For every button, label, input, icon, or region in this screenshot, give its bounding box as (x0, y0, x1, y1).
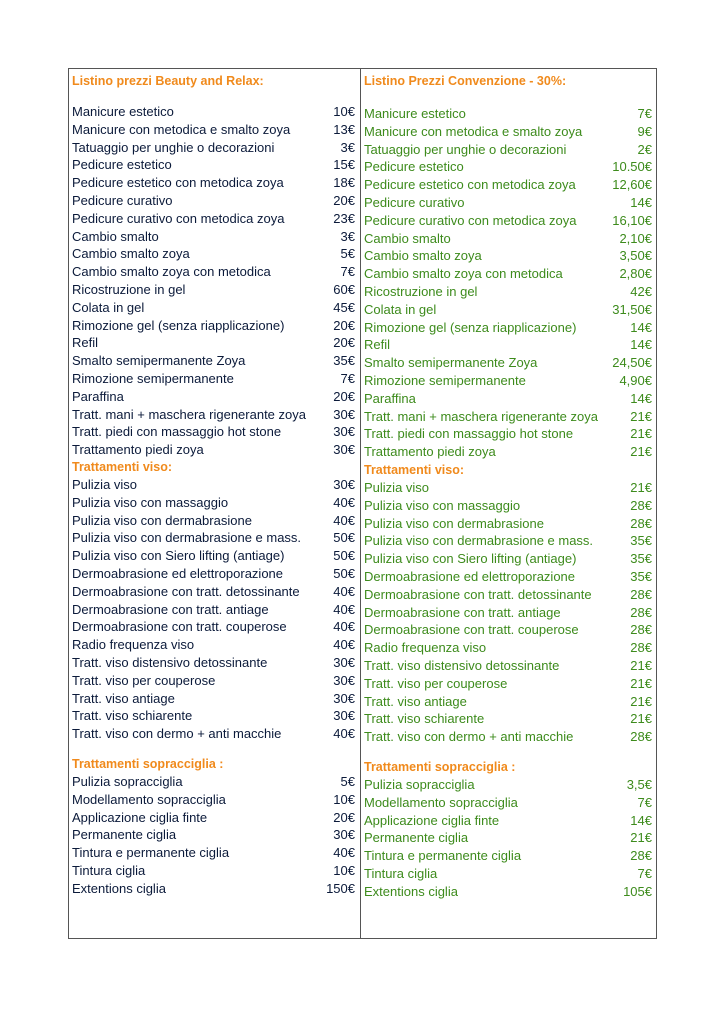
nail-service-row (72, 442, 355, 460)
service-name: Tintura ciglia (364, 866, 438, 881)
service-name: Tratt. viso con dermo + anti macchie (364, 729, 574, 745)
service-name: Ricostruzione in gel (364, 284, 478, 299)
service-name: Pedicure estetico con metodica zoya (72, 175, 284, 191)
service-price: 14€ (630, 337, 652, 353)
service-price: 30€ (333, 406, 355, 422)
service-name: Tratt. viso schiarente (72, 708, 193, 724)
nail-service-row (72, 122, 355, 140)
service-name: Tratt. viso per couperose (72, 672, 216, 688)
service-name: Dermoabrasione ed elettroporazione (72, 566, 284, 581)
service-price: 21€ (630, 675, 652, 691)
service-name: Tratt. viso per couperose (364, 675, 508, 691)
face-service-row (72, 637, 355, 655)
service-price: 150€ (326, 880, 355, 896)
service-price: 14€ (630, 319, 652, 335)
nail-service-row (72, 389, 355, 407)
price-list-table (68, 68, 657, 939)
brow-service-row (364, 848, 652, 866)
column-title: Listino Prezzi Convenzione - 30%: (364, 74, 567, 88)
brow-service-row (72, 827, 355, 845)
service-name: Trattamento piedi zoya (364, 444, 496, 460)
nail-service-row (364, 159, 652, 177)
nail-service-row (72, 175, 355, 193)
service-price: 3,50€ (619, 248, 652, 264)
nail-service-row (72, 229, 355, 247)
face-service-row (364, 516, 652, 534)
service-price: 28€ (630, 622, 652, 638)
service-price: 30€ (333, 672, 355, 688)
brow-service-row (364, 830, 652, 848)
service-name: Manicure estetico (364, 106, 466, 121)
service-name: Pedicure estetico con metodica zoya (364, 177, 576, 193)
service-name: Smalto semipermanente Zoya (72, 353, 246, 369)
service-name: Cambio smalto zoya (72, 246, 190, 262)
service-name: Manicure con metodica e smalto zoya (364, 123, 583, 139)
service-name: Tintura e permanente ciglia (72, 845, 230, 861)
nail-service-row (72, 424, 355, 442)
face-service-row (72, 530, 355, 548)
brow-service-row (364, 777, 652, 795)
nail-service-row (364, 177, 652, 195)
service-name: Pulizia viso con massaggio (364, 497, 521, 513)
service-name: Pulizia viso (72, 477, 138, 492)
service-name: Tatuaggio per unghie o decorazioni (364, 141, 567, 157)
service-price: 28€ (630, 729, 652, 745)
service-name: Pulizia viso con Siero lifting (antiage) (72, 548, 285, 564)
service-name: Extentions ciglia (364, 883, 458, 899)
service-price: 3€ (340, 139, 355, 155)
nail-service-row (72, 353, 355, 371)
service-price: 7€ (340, 264, 355, 280)
service-price: 31,50€ (612, 301, 652, 317)
service-name: Manicure con metodica e smalto zoya (72, 121, 291, 137)
service-name: Cambio smalto (72, 228, 159, 244)
nail-service-row (364, 391, 652, 409)
face-service-row (72, 513, 355, 531)
service-price: 7€ (340, 371, 355, 386)
service-name: Refil (72, 335, 99, 351)
service-price: 23€ (333, 210, 355, 226)
service-name: Dermoabrasione con tratt. detossinante (72, 583, 300, 599)
brow-service-row (72, 810, 355, 828)
service-name: Refil (364, 337, 391, 353)
service-name: Tratt. viso con dermo + anti macchie (72, 726, 282, 742)
nail-service-row (72, 140, 355, 158)
face-service-row (72, 477, 355, 495)
face-service-row (72, 673, 355, 691)
brow-service-row (364, 866, 652, 884)
face-service-row (364, 551, 652, 569)
service-price: 35€ (630, 551, 652, 567)
nail-service-row (364, 142, 652, 160)
service-price: 50€ (333, 548, 355, 564)
section-title-viso: Trattamenti viso: (72, 460, 173, 474)
service-name: Tratt. piedi con massaggio hot stone (72, 424, 282, 440)
service-price: 30€ (333, 827, 355, 843)
nail-service-row (72, 246, 355, 264)
service-price: 21€ (630, 444, 652, 460)
service-name: Permanente ciglia (364, 830, 469, 846)
nail-service-row (72, 407, 355, 425)
service-price: 21€ (630, 830, 652, 846)
service-price: 42€ (630, 284, 652, 299)
service-name: Rimozione semipermanente (72, 371, 234, 386)
face-service-row (72, 495, 355, 513)
service-name: Applicazione ciglia finte (72, 809, 208, 825)
service-name: Trattamento piedi zoya (72, 442, 204, 458)
service-name: Pedicure curativo (72, 193, 173, 208)
service-name: Pulizia viso con dermabrasione (72, 512, 252, 528)
service-name: Rimozione gel (senza riapplicazione) (364, 319, 577, 335)
service-name: Permanente ciglia (72, 827, 177, 843)
service-name: Modellamento sopracciglia (72, 791, 226, 807)
service-price: 20€ (333, 317, 355, 333)
service-price: 16,10€ (612, 212, 652, 228)
face-service-row (364, 711, 652, 729)
face-service-row (364, 622, 652, 640)
brow-service-row (364, 884, 652, 902)
section-title-sopracciglia: Trattamenti sopracciglia : (364, 760, 516, 774)
nail-service-row (364, 106, 652, 124)
service-name: Applicazione ciglia finte (364, 812, 500, 828)
face-service-row (72, 566, 355, 584)
service-name: Pulizia viso con Siero lifting (antiage) (364, 551, 577, 567)
service-name: Pedicure curativo con metodica zoya (72, 210, 285, 226)
service-price: 18€ (333, 175, 355, 191)
service-price: 21€ (630, 711, 652, 727)
face-service-row (364, 658, 652, 676)
service-price: 7€ (637, 106, 652, 121)
nail-service-row (364, 231, 652, 249)
nail-service-row (364, 213, 652, 231)
face-service-row (72, 548, 355, 566)
service-name: Tratt. piedi con massaggio hot stone (364, 426, 574, 442)
service-name: Pulizia viso (364, 480, 430, 495)
nail-service-row (72, 157, 355, 175)
nail-service-row (364, 426, 652, 444)
service-name: Manicure estetico (72, 104, 174, 119)
service-price: 40€ (333, 726, 355, 742)
service-price: 9€ (637, 123, 652, 139)
nail-service-row (72, 264, 355, 282)
service-price: 30€ (333, 477, 355, 492)
service-price: 40€ (333, 494, 355, 510)
brow-service-row (72, 863, 355, 881)
service-price: 50€ (333, 566, 355, 581)
brow-service-row (72, 845, 355, 863)
service-name: Radio frequenza viso (364, 640, 487, 656)
face-service-row (72, 655, 355, 673)
service-price: 3,5€ (626, 777, 652, 792)
service-price: 105€ (623, 883, 652, 899)
face-service-row (364, 587, 652, 605)
brow-service-row (72, 774, 355, 792)
service-price: 10.50€ (612, 159, 652, 175)
service-price: 12,60€ (612, 177, 652, 193)
service-name: Paraffina (364, 390, 416, 406)
face-service-row (364, 480, 652, 498)
face-service-row (72, 691, 355, 709)
service-price: 5€ (340, 774, 355, 789)
nail-service-row (364, 409, 652, 427)
service-price: 14€ (630, 812, 652, 828)
service-name: Paraffina (72, 388, 124, 404)
service-price: 28€ (630, 586, 652, 602)
service-name: Pulizia sopracciglia (364, 777, 475, 792)
service-name: Ricostruzione in gel (72, 282, 186, 297)
service-name: Cambio smalto zoya con metodica (364, 266, 563, 282)
service-name: Dermoabrasione con tratt. couperose (364, 622, 579, 638)
face-service-row (72, 619, 355, 637)
service-price: 10€ (333, 791, 355, 807)
service-price: 40€ (333, 583, 355, 599)
service-price: 3€ (340, 228, 355, 244)
nail-service-row (72, 371, 355, 389)
nail-service-row (364, 248, 652, 266)
service-name: Dermoabrasione con tratt. antiage (364, 604, 561, 620)
service-name: Tratt. viso antiage (72, 690, 175, 706)
face-service-row (364, 605, 652, 623)
service-price: 35€ (630, 533, 652, 549)
nail-service-row (364, 373, 652, 391)
service-price: 60€ (333, 282, 355, 297)
service-price: 7€ (637, 866, 652, 881)
nail-service-row (364, 302, 652, 320)
service-price: 14€ (630, 195, 652, 210)
service-price: 20€ (333, 193, 355, 208)
column-divider (360, 69, 361, 938)
service-price: 35€ (333, 353, 355, 369)
nail-service-row (72, 282, 355, 300)
service-price: 21€ (630, 658, 652, 673)
service-price: 10€ (333, 104, 355, 119)
service-name: Tratt. viso antiage (364, 693, 467, 709)
nail-service-row (72, 211, 355, 229)
service-name: Pulizia viso con dermabrasione e mass. (72, 530, 302, 546)
service-price: 28€ (630, 497, 652, 513)
service-name: Pedicure curativo con metodica zoya (364, 212, 577, 228)
service-price: 45€ (333, 299, 355, 315)
service-price: 30€ (333, 690, 355, 706)
service-name: Pedicure estetico (72, 157, 172, 173)
service-price: 2,10€ (619, 230, 652, 246)
service-name: Cambio smalto zoya con metodica (72, 264, 271, 280)
service-price: 5€ (340, 246, 355, 262)
service-name: Colata in gel (364, 301, 437, 317)
nail-service-row (72, 300, 355, 318)
service-price: 21€ (630, 426, 652, 442)
service-name: Cambio smalto (364, 230, 451, 246)
brow-service-row (364, 795, 652, 813)
brow-service-row (72, 792, 355, 810)
face-service-row (72, 602, 355, 620)
service-price: 21€ (630, 693, 652, 709)
service-name: Dermoabrasione con tratt. couperose (72, 619, 287, 635)
face-service-row (72, 726, 355, 744)
service-name: Pedicure estetico (364, 159, 464, 175)
service-price: 30€ (333, 424, 355, 440)
service-name: Tratt. viso distensivo detossinante (72, 655, 268, 670)
service-price: 28€ (630, 848, 652, 864)
service-name: Cambio smalto zoya (364, 248, 482, 264)
service-price: 4,90€ (619, 373, 652, 388)
nail-service-row (72, 193, 355, 211)
section-title-sopracciglia: Trattamenti sopracciglia : (72, 757, 224, 771)
service-name: Tratt. viso distensivo detossinante (364, 658, 560, 673)
face-service-row (364, 569, 652, 587)
face-service-row (364, 498, 652, 516)
service-name: Tatuaggio per unghie o decorazioni (72, 139, 275, 155)
service-price: 7€ (637, 794, 652, 810)
service-price: 20€ (333, 388, 355, 404)
service-price: 40€ (333, 845, 355, 861)
service-price: 24,50€ (612, 355, 652, 371)
service-price: 40€ (333, 619, 355, 635)
service-name: Dermoabrasione ed elettroporazione (364, 569, 576, 584)
service-price: 20€ (333, 809, 355, 825)
service-name: Rimozione semipermanente (364, 373, 526, 388)
nail-service-row (72, 335, 355, 353)
service-price: 40€ (333, 637, 355, 653)
service-name: Dermoabrasione con tratt. antiage (72, 601, 269, 617)
nail-service-row (72, 104, 355, 122)
service-name: Tintura ciglia (72, 863, 146, 878)
service-name: Rimozione gel (senza riapplicazione) (72, 317, 285, 333)
service-price: 14€ (630, 390, 652, 406)
face-service-row (364, 533, 652, 551)
service-price: 21€ (630, 480, 652, 495)
service-name: Pedicure curativo (364, 195, 465, 210)
service-price: 40€ (333, 512, 355, 528)
face-service-row (72, 708, 355, 726)
service-name: Pulizia viso con massaggio (72, 494, 229, 510)
service-price: 28€ (630, 515, 652, 531)
brow-service-row (72, 881, 355, 899)
service-price: 13€ (333, 121, 355, 137)
service-name: Pulizia sopracciglia (72, 774, 183, 789)
service-name: Dermoabrasione con tratt. detossinante (364, 586, 592, 602)
service-price: 2€ (637, 141, 652, 157)
nail-service-row (364, 284, 652, 302)
nail-service-row (364, 266, 652, 284)
service-name: Extentions ciglia (72, 880, 166, 896)
service-name: Modellamento sopracciglia (364, 794, 518, 810)
service-name: Pulizia viso con dermabrasione (364, 515, 544, 531)
service-price: 35€ (630, 569, 652, 584)
nail-service-row (364, 444, 652, 462)
service-price: 20€ (333, 335, 355, 351)
service-price: 28€ (630, 640, 652, 656)
service-price: 30€ (333, 442, 355, 458)
service-name: Smalto semipermanente Zoya (364, 355, 538, 371)
service-price: 2,80€ (619, 266, 652, 282)
service-price: 15€ (333, 157, 355, 173)
service-name: Colata in gel (72, 299, 145, 315)
service-name: Tratt. mani + maschera rigenerante zoya (364, 408, 598, 424)
face-service-row (364, 640, 652, 658)
service-price: 30€ (333, 655, 355, 670)
service-name: Tratt. viso schiarente (364, 711, 485, 727)
service-price: 10€ (333, 863, 355, 878)
service-name: Tintura e permanente ciglia (364, 848, 522, 864)
service-name: Tratt. mani + maschera rigenerante zoya (72, 406, 306, 422)
service-price: 21€ (630, 408, 652, 424)
service-price: 30€ (333, 708, 355, 724)
face-service-row (364, 694, 652, 712)
nail-service-row (364, 355, 652, 373)
nail-service-row (72, 318, 355, 336)
nail-service-row (364, 320, 652, 338)
service-price: 40€ (333, 601, 355, 617)
face-service-row (72, 584, 355, 602)
face-service-row (364, 676, 652, 694)
service-name: Radio frequenza viso (72, 637, 195, 653)
service-price: 28€ (630, 604, 652, 620)
brow-service-row (364, 813, 652, 831)
service-name: Pulizia viso con dermabrasione e mass. (364, 533, 594, 549)
service-price: 50€ (333, 530, 355, 546)
section-title-viso: Trattamenti viso: (364, 463, 465, 477)
column-title: Listino prezzi Beauty and Relax: (72, 74, 264, 88)
nail-service-row (364, 195, 652, 213)
nail-service-row (364, 124, 652, 142)
face-service-row (364, 729, 652, 747)
nail-service-row (364, 337, 652, 355)
